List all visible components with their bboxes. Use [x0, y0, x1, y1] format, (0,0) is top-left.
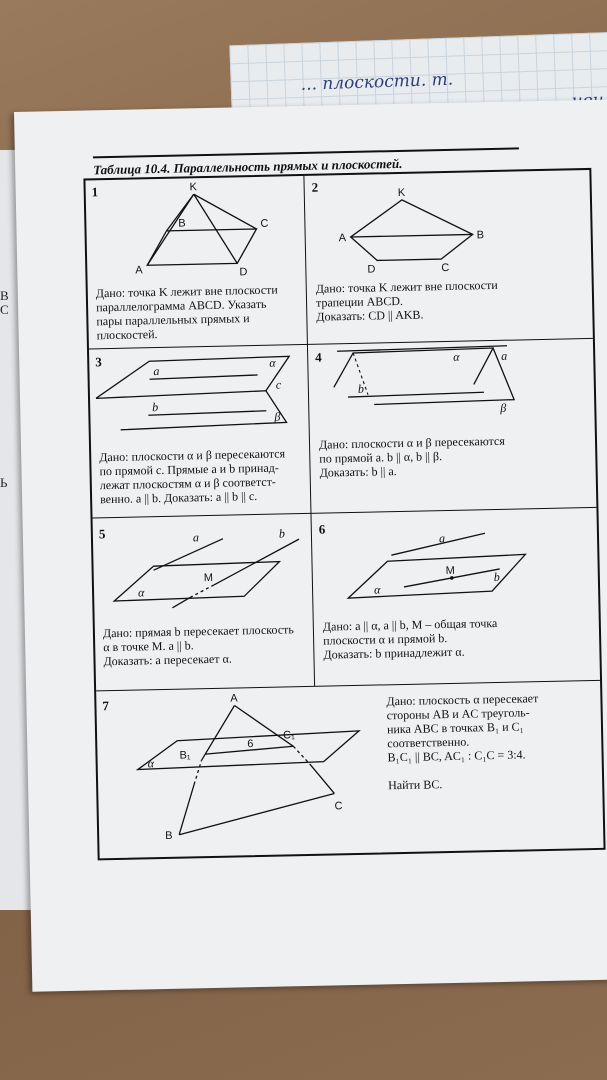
problem-number: 3 [95, 354, 102, 370]
line-label: a [501, 348, 508, 363]
text-line: лежат плоскостям α и β соответст- [99, 474, 277, 493]
vertex-label: D [367, 263, 376, 276]
text-line: по прямой c. Прямые a и b принад- [99, 460, 279, 479]
text-line: параллелограмма ABCD. Указать [95, 296, 267, 315]
plane-label: α [373, 582, 381, 597]
vertex-label: C₁ [282, 729, 295, 742]
line-label: a [153, 364, 160, 379]
text-line: плоскостей. [96, 327, 158, 343]
problem-text [103, 622, 310, 668]
vertex-label: C [334, 800, 343, 813]
text-line: Доказать: b принадлежит α. [323, 644, 465, 662]
vertex-label: B [165, 829, 173, 842]
vertex-label: B [476, 229, 485, 242]
text-line: Доказать: b || a. [319, 464, 397, 480]
text-line: Доказать: CD || AKB. [316, 307, 424, 324]
vertex-label: B₁ [179, 749, 191, 762]
page-title: Таблица 10.4. Параллельность прямых и плоскостей. [93, 155, 403, 178]
segment-length-label: 6 [247, 738, 254, 751]
problem-table [83, 168, 605, 860]
problem-text [96, 282, 303, 342]
problem-number: 7 [102, 698, 110, 714]
plane-label: α [147, 756, 155, 771]
vertex-label: K [397, 186, 406, 199]
text-line: B₁C₁ || BC, AC₁ : C₁C = 3:4. [387, 747, 526, 765]
text-line: трапеции ABCD. [315, 293, 404, 310]
problem-text [323, 614, 596, 662]
problem-text [316, 276, 587, 324]
text-line: по прямой a. b || α, b || β. [319, 449, 443, 466]
title-rule [93, 147, 519, 158]
vertex-label: C [441, 261, 450, 275]
left-page-fragment: Ь [0, 475, 8, 490]
pyramid-diagram [85, 176, 305, 281]
text-line: Найти BC. [388, 777, 443, 793]
planes-line-diagram [307, 338, 595, 439]
vertex-label: B [178, 217, 186, 230]
plane-label: β [500, 400, 507, 415]
text-line: Дано: прямая b пересекает плоскость [102, 622, 294, 641]
line-label: b [152, 400, 159, 415]
problem-number: 2 [311, 179, 319, 195]
line-label: c [275, 377, 282, 392]
problem-number: 1 [91, 184, 99, 200]
line-label: b [278, 526, 286, 541]
vertex-label: K [189, 181, 198, 194]
text-line: Дано: точка K лежит вне плоскости [95, 282, 278, 301]
point-label: M [203, 571, 214, 585]
vertex-label: C [260, 217, 269, 230]
vertex-label: D [239, 266, 248, 279]
plane-label: α [269, 355, 276, 370]
text-line: Дано: a || α, a || b, M – общая точка [322, 615, 498, 634]
line-in-plane-diagram [310, 507, 598, 613]
text-line: пары параллельных прямых и [96, 311, 250, 329]
notebook-handwriting-line: ... плоскости. т. [300, 69, 454, 95]
plane-label: α [453, 349, 460, 364]
plane-label: α [137, 585, 145, 600]
vertex-label: A [338, 232, 347, 245]
vertex-label: A [135, 264, 143, 277]
problem-number: 4 [315, 349, 322, 365]
intersecting-planes-diagram [89, 344, 309, 444]
left-page-fragment: С [0, 302, 9, 317]
problem-text [386, 690, 598, 792]
text-line: Доказать: a пересекает α. [103, 651, 232, 669]
text-line: α в точке M. a || b. [103, 638, 194, 655]
text-line: ника ABC в точках B₁ и C₁ [386, 719, 524, 737]
plane-label: β [274, 409, 281, 424]
text-line: венно. a || b. Доказать: a || b || c. [99, 488, 258, 507]
line-label: a [438, 531, 446, 546]
text-line: стороны AB и AC треуголь- [386, 705, 530, 723]
text-line: Дано: точка K лежит вне плоскости [315, 277, 498, 296]
line-label: b [493, 569, 500, 585]
problem-text [99, 446, 306, 506]
line-label: b [357, 381, 365, 396]
left-page-fragment: В [0, 288, 9, 303]
problem-number: 5 [98, 526, 106, 542]
problem-number: 6 [318, 521, 326, 537]
vertex-label: A [230, 692, 238, 705]
text-line: плоскости α и прямой b. [322, 631, 448, 648]
text-line: Дано: плоскости α и β пересекаются [318, 433, 505, 452]
problem-text [319, 432, 590, 480]
text-line: соответственно. [387, 734, 470, 751]
point-label: M [445, 564, 456, 578]
line-label: a [192, 530, 200, 545]
triangle-plane-diagram [96, 684, 399, 860]
textbook-page [14, 99, 607, 992]
text-line: Дано: плоскость α пересекает [386, 691, 539, 709]
trapezoid-pyramid-diagram [303, 170, 591, 276]
plane-intersection-diagram [93, 513, 313, 618]
text-line: Дано: плоскости α и β пересекаются [99, 446, 286, 465]
